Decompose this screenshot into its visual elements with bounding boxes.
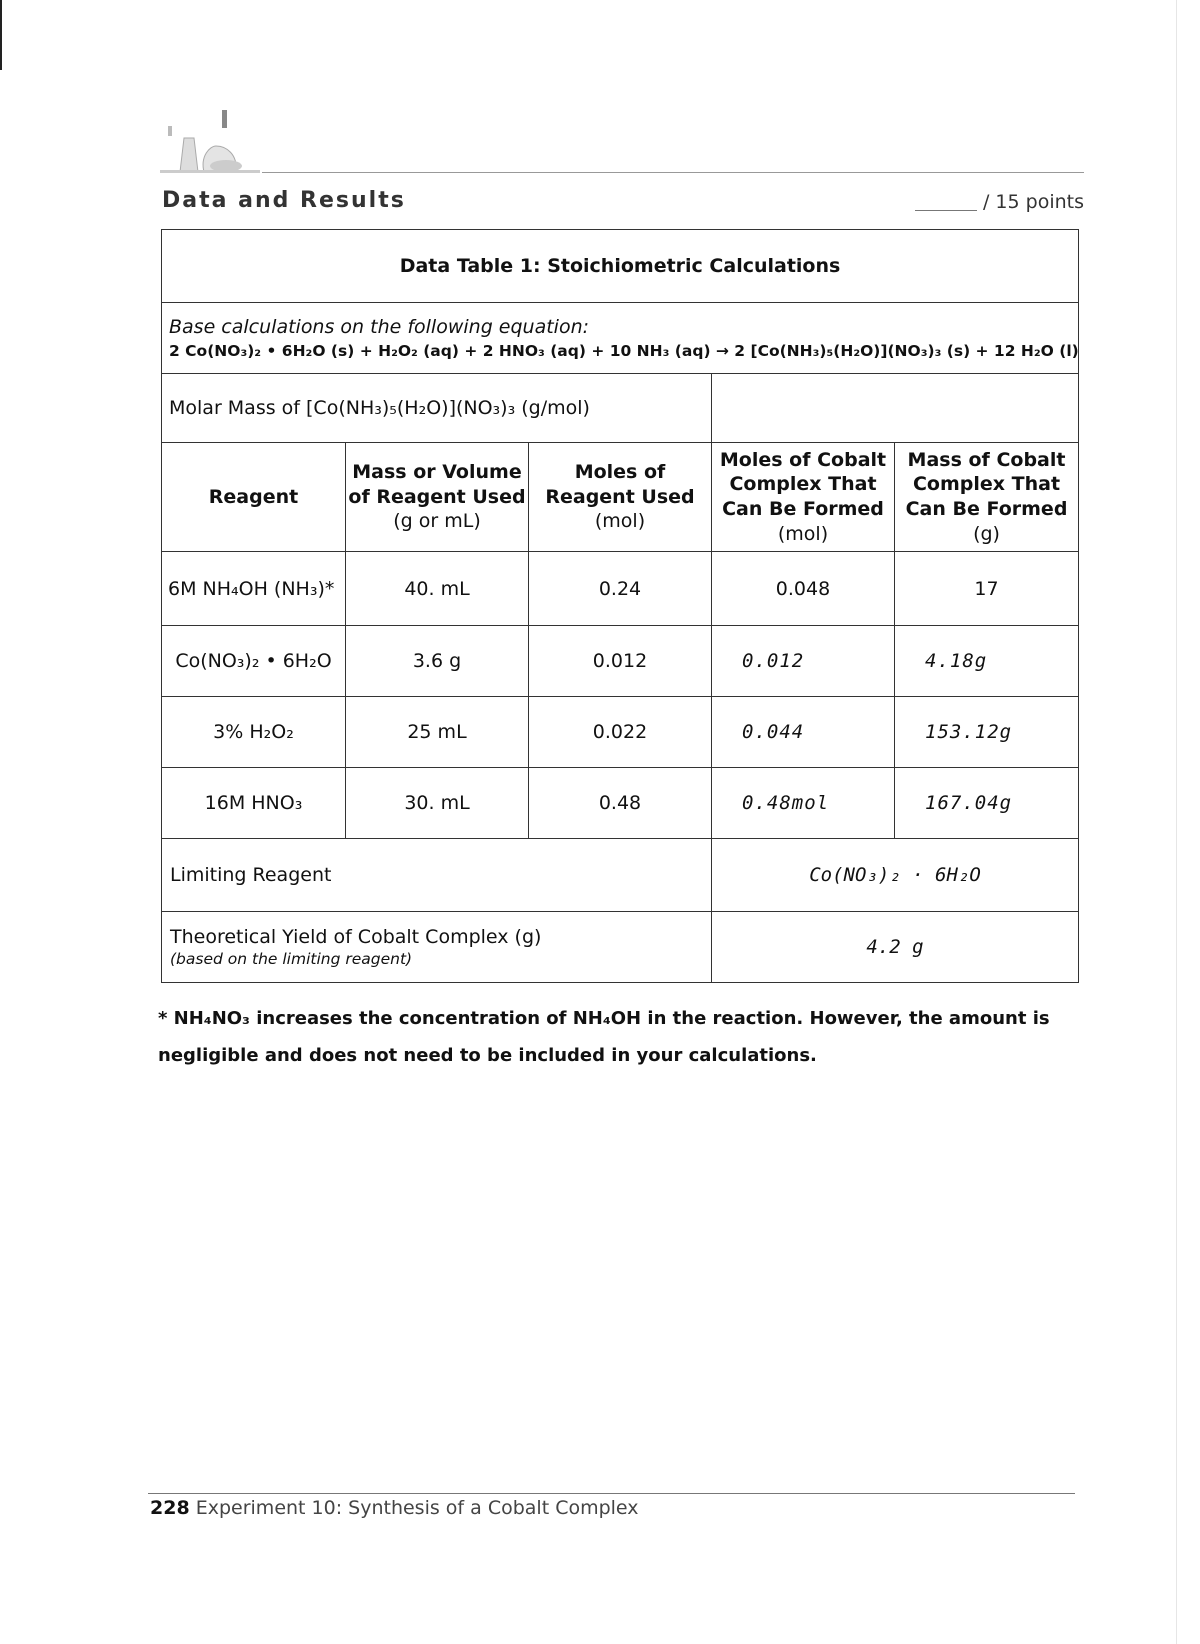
cell-moles-complex-handwritten[interactable]: 0.48mol xyxy=(712,768,895,839)
col-header-moles-title: Moles of Reagent Used xyxy=(545,460,695,508)
balanced-equation: 2 Co(NO₃)₂ • 6H₂O (s) + H₂O₂ (aq) + 2 HNO₃ (aq) + 10 NH₃ (aq) → 2 [Co(NH₃)₅(H₂O)](NO₃)₃ (s) + 12 H₂O (l) xyxy=(169,342,1079,360)
limiting-reagent-value[interactable]: Co(NO₃)₂ · 6H₂O xyxy=(712,839,1079,912)
equation-cell xyxy=(162,303,1079,374)
cell-amount: 40. mL xyxy=(346,552,529,626)
points-label: / 15 points xyxy=(982,191,1084,213)
col-header-mass-complex-unit: (g) xyxy=(973,522,1000,545)
col-header-moles xyxy=(529,443,712,552)
cell-mass-complex-handwritten[interactable]: 153.12g xyxy=(895,697,1079,768)
col-header-mass-complex-title: Mass of Cobalt Complex That Can Be Formed xyxy=(905,448,1068,520)
cell-moles: 0.012 xyxy=(529,626,712,697)
points-field xyxy=(915,191,1084,213)
cell-amount: 25 mL xyxy=(346,697,529,768)
table-row xyxy=(162,768,1079,839)
page-number: 228 xyxy=(150,1497,190,1519)
cell-reagent: Co(NO₃)₂ • 6H₂O xyxy=(162,626,346,697)
col-header-moles-complex-title: Moles of Cobalt Complex That Can Be Formed xyxy=(719,448,887,520)
table-row xyxy=(162,697,1079,768)
theoretical-yield-sublabel: (based on the limiting reagent) xyxy=(170,950,413,968)
cell-mass-complex: 17 xyxy=(895,552,1079,626)
table-row xyxy=(162,552,1079,626)
cell-reagent: 3% H₂O₂ xyxy=(162,697,346,768)
cell-amount: 3.6 g xyxy=(346,626,529,697)
col-header-mass-volume xyxy=(346,443,529,552)
page-footer xyxy=(150,1497,639,1519)
footer-text: Experiment 10: Synthesis of a Cobalt Complex xyxy=(195,1497,639,1519)
cell-mass-complex-handwritten[interactable]: 4.18g xyxy=(895,626,1079,697)
theoretical-yield-label: Theoretical Yield of Cobalt Complex (g) xyxy=(170,926,542,948)
cell-moles-complex: 0.048 xyxy=(712,552,895,626)
cell-moles: 0.48 xyxy=(529,768,712,839)
cell-reagent: 16M HNO₃ xyxy=(162,768,346,839)
header-rule xyxy=(262,172,1084,173)
cell-moles: 0.24 xyxy=(529,552,712,626)
molar-mass-value[interactable] xyxy=(712,374,1079,443)
scan-edge-mark xyxy=(0,0,2,70)
col-header-moles-complex xyxy=(712,443,895,552)
cell-amount: 30. mL xyxy=(346,768,529,839)
section-title: Data and Results xyxy=(162,188,406,213)
lab-glassware-icon xyxy=(160,108,260,174)
theoretical-yield-label-cell xyxy=(162,912,712,983)
cell-moles-complex-handwritten[interactable]: 0.044 xyxy=(712,697,895,768)
cell-moles: 0.022 xyxy=(529,697,712,768)
theoretical-yield-row xyxy=(162,912,1079,983)
data-table xyxy=(161,229,1079,983)
footnote: * NH₄NO₃ increases the concentration of NH₄OH in the reaction. However, the amount is negligible and does not need to be included in your calculations. xyxy=(158,1008,1050,1066)
points-blank[interactable] xyxy=(915,210,977,211)
col-header-mass-volume-unit: (g or mL) xyxy=(393,510,481,533)
col-header-mass-complex xyxy=(895,443,1079,552)
column-header-row xyxy=(162,443,1079,552)
footer-rule xyxy=(148,1493,1075,1494)
limiting-reagent-row xyxy=(162,839,1079,912)
limiting-reagent-label: Limiting Reagent xyxy=(162,839,712,912)
col-header-reagent: Reagent xyxy=(162,443,346,552)
col-header-moles-unit: (mol) xyxy=(594,510,646,533)
molar-mass-label: Molar Mass of [Co(NH₃)₅(H₂O)](NO₃)₃ (g/mol) xyxy=(162,374,712,443)
col-header-moles-complex-unit: (mol) xyxy=(777,522,829,545)
theoretical-yield-value[interactable]: 4.2 g xyxy=(712,912,1079,983)
equation-note: Base calculations on the following equation: xyxy=(169,316,590,338)
table-row xyxy=(162,626,1079,697)
cell-mass-complex-handwritten[interactable]: 167.04g xyxy=(895,768,1079,839)
scan-edge-line xyxy=(1176,0,1177,1644)
cell-reagent: 6M NH₄OH (NH₃)* xyxy=(162,552,346,626)
cell-moles-complex-handwritten[interactable]: 0.012 xyxy=(712,626,895,697)
col-header-mass-volume-title: Mass or Volume of Reagent Used xyxy=(348,460,526,508)
table-caption: Data Table 1: Stoichiometric Calculations xyxy=(162,230,1079,303)
